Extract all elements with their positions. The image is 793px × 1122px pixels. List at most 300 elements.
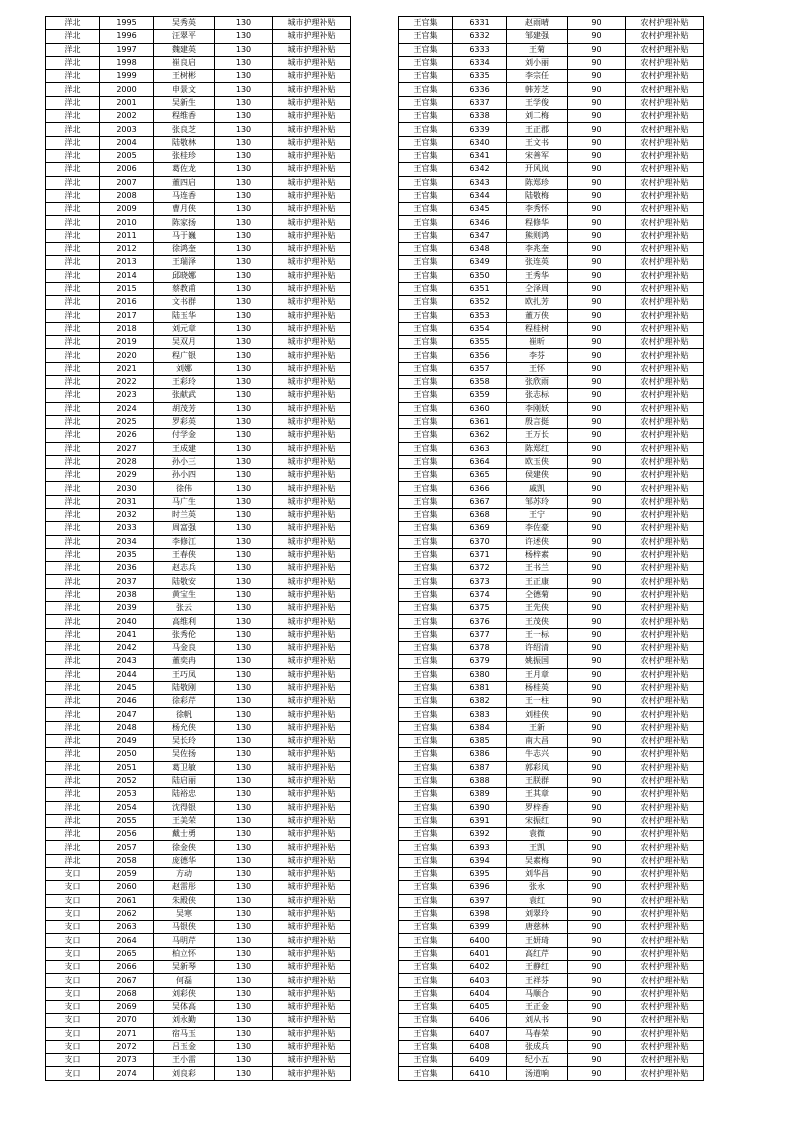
table-row [46, 469, 351, 482]
town-cell: 王官集 [399, 641, 453, 654]
name-cell: 刘娜 [154, 362, 215, 375]
amount-cell: 130 [215, 681, 273, 694]
type-cell: 城市护理补贴 [273, 615, 351, 628]
town-cell: 洋北 [46, 56, 100, 69]
town-cell: 洋北 [46, 761, 100, 774]
name-cell: 王万长 [507, 429, 568, 442]
name-cell: 牛志兴 [507, 748, 568, 761]
town-cell: 王官集 [399, 974, 453, 987]
id-cell: 2052 [100, 774, 154, 787]
name-cell: 孙小四 [154, 469, 215, 482]
amount-cell: 130 [215, 814, 273, 827]
amount-cell: 90 [568, 748, 626, 761]
town-cell: 洋北 [46, 229, 100, 242]
type-cell: 农村护理补贴 [626, 322, 704, 335]
name-cell: 汪翠平 [154, 30, 215, 43]
table-row [399, 362, 704, 375]
amount-cell: 130 [215, 788, 273, 801]
amount-cell: 90 [568, 43, 626, 56]
amount-cell: 130 [215, 469, 273, 482]
type-cell: 城市护理补贴 [273, 934, 351, 947]
id-cell: 6384 [453, 721, 507, 734]
amount-cell: 130 [215, 189, 273, 202]
type-cell: 城市护理补贴 [273, 681, 351, 694]
table-row [399, 203, 704, 216]
amount-cell: 130 [215, 615, 273, 628]
id-cell: 6373 [453, 575, 507, 588]
town-cell: 洋北 [46, 216, 100, 229]
amount-cell: 130 [215, 1054, 273, 1067]
id-cell: 2066 [100, 961, 154, 974]
name-cell: 刘良彩 [154, 1067, 215, 1080]
id-cell: 6388 [453, 774, 507, 787]
name-cell: 张献武 [154, 389, 215, 402]
amount-cell: 130 [215, 828, 273, 841]
amount-cell: 130 [215, 442, 273, 455]
amount-cell: 90 [568, 881, 626, 894]
type-cell: 农村护理补贴 [626, 881, 704, 894]
type-cell: 农村护理补贴 [626, 761, 704, 774]
id-cell: 2054 [100, 801, 154, 814]
id-cell: 6370 [453, 535, 507, 548]
name-cell: 陆敬林 [154, 136, 215, 149]
type-cell: 农村护理补贴 [626, 655, 704, 668]
amount-cell: 130 [215, 269, 273, 282]
table-row [46, 309, 351, 322]
table-row [46, 43, 351, 56]
name-cell: 纪小五 [507, 1054, 568, 1067]
id-cell: 6344 [453, 189, 507, 202]
table-row [399, 814, 704, 827]
table-row [46, 681, 351, 694]
amount-cell: 90 [568, 402, 626, 415]
table-row [46, 1014, 351, 1027]
name-cell: 赵雨晴 [507, 17, 568, 30]
id-cell: 2034 [100, 535, 154, 548]
town-cell: 支口 [46, 934, 100, 947]
type-cell: 城市护理补贴 [273, 907, 351, 920]
name-cell: 汤道响 [507, 1067, 568, 1080]
name-cell: 刘华昌 [507, 868, 568, 881]
amount-cell: 90 [568, 376, 626, 389]
town-cell: 王官集 [399, 721, 453, 734]
table-row [399, 508, 704, 521]
amount-cell: 90 [568, 1027, 626, 1040]
id-cell: 2006 [100, 163, 154, 176]
id-cell: 6358 [453, 376, 507, 389]
type-cell: 农村护理补贴 [626, 203, 704, 216]
type-cell: 农村护理补贴 [626, 508, 704, 521]
id-cell: 6363 [453, 442, 507, 455]
type-cell: 城市护理补贴 [273, 362, 351, 375]
type-cell: 农村护理补贴 [626, 83, 704, 96]
name-cell: 文书群 [154, 296, 215, 309]
amount-cell: 90 [568, 588, 626, 601]
town-cell: 王官集 [399, 309, 453, 322]
town-cell: 王官集 [399, 442, 453, 455]
id-cell: 6369 [453, 522, 507, 535]
id-cell: 6382 [453, 695, 507, 708]
name-cell: 吴佐扬 [154, 748, 215, 761]
type-cell: 城市护理补贴 [273, 575, 351, 588]
table-row [46, 203, 351, 216]
type-cell: 农村护理补贴 [626, 788, 704, 801]
name-cell: 王先侠 [507, 602, 568, 615]
town-cell: 洋北 [46, 469, 100, 482]
type-cell: 农村护理补贴 [626, 681, 704, 694]
table-row [46, 442, 351, 455]
id-cell: 2028 [100, 455, 154, 468]
table-row [399, 748, 704, 761]
table-row [46, 987, 351, 1000]
amount-cell: 90 [568, 96, 626, 109]
type-cell: 城市护理补贴 [273, 814, 351, 827]
type-cell: 农村护理补贴 [626, 110, 704, 123]
amount-cell: 90 [568, 482, 626, 495]
town-cell: 王官集 [399, 70, 453, 83]
name-cell: 庞德华 [154, 854, 215, 867]
town-cell: 洋北 [46, 163, 100, 176]
amount-cell: 130 [215, 1067, 273, 1080]
id-cell: 2020 [100, 349, 154, 362]
amount-cell: 90 [568, 1054, 626, 1067]
id-cell: 6394 [453, 854, 507, 867]
amount-cell: 90 [568, 203, 626, 216]
name-cell: 葛佐龙 [154, 163, 215, 176]
town-cell: 洋北 [46, 149, 100, 162]
id-cell: 6360 [453, 402, 507, 415]
town-cell: 支口 [46, 1067, 100, 1080]
table-row [46, 522, 351, 535]
type-cell: 城市护理补贴 [273, 655, 351, 668]
type-cell: 农村护理补贴 [626, 482, 704, 495]
id-cell: 6390 [453, 801, 507, 814]
type-cell: 农村护理补贴 [626, 123, 704, 136]
table-row [399, 655, 704, 668]
type-cell: 农村护理补贴 [626, 641, 704, 654]
name-cell: 许绍清 [507, 641, 568, 654]
name-cell: 宋善军 [507, 149, 568, 162]
name-cell: 马广生 [154, 495, 215, 508]
name-cell: 申景文 [154, 83, 215, 96]
table-row [46, 216, 351, 229]
name-cell: 刘桂侠 [507, 708, 568, 721]
id-cell: 6395 [453, 868, 507, 881]
name-cell: 刘翠玲 [507, 907, 568, 920]
name-cell: 吴寒 [154, 907, 215, 920]
id-cell: 2029 [100, 469, 154, 482]
name-cell: 徐金侠 [154, 841, 215, 854]
name-cell: 时兰英 [154, 508, 215, 521]
type-cell: 城市护理补贴 [273, 708, 351, 721]
name-cell: 刘小丽 [507, 56, 568, 69]
name-cell: 欧玉侠 [507, 455, 568, 468]
town-cell: 洋北 [46, 681, 100, 694]
name-cell: 王美荣 [154, 814, 215, 827]
id-cell: 2063 [100, 921, 154, 934]
name-cell: 张成兵 [507, 1040, 568, 1053]
type-cell: 农村护理补贴 [626, 695, 704, 708]
id-cell: 6347 [453, 229, 507, 242]
name-cell: 王正康 [507, 575, 568, 588]
id-cell: 1997 [100, 43, 154, 56]
type-cell: 农村护理补贴 [626, 455, 704, 468]
table-row [399, 522, 704, 535]
town-cell: 王官集 [399, 469, 453, 482]
name-cell: 李芬 [507, 349, 568, 362]
amount-cell: 130 [215, 748, 273, 761]
table-row [399, 469, 704, 482]
id-cell: 2010 [100, 216, 154, 229]
table-row [399, 881, 704, 894]
table-row [46, 30, 351, 43]
table-row [46, 508, 351, 521]
type-cell: 农村护理补贴 [626, 774, 704, 787]
type-cell: 城市护理补贴 [273, 522, 351, 535]
amount-cell: 130 [215, 894, 273, 907]
town-cell: 王官集 [399, 243, 453, 256]
name-cell: 黄宝生 [154, 588, 215, 601]
name-cell: 王小雷 [154, 1054, 215, 1067]
name-cell: 崔昕 [507, 336, 568, 349]
town-cell: 洋北 [46, 442, 100, 455]
amount-cell: 130 [215, 282, 273, 295]
type-cell: 农村护理补贴 [626, 389, 704, 402]
town-cell: 王官集 [399, 615, 453, 628]
table-row [399, 774, 704, 787]
table-row [46, 668, 351, 681]
amount-cell: 90 [568, 163, 626, 176]
name-cell: 李兆奎 [507, 243, 568, 256]
table-row [46, 455, 351, 468]
name-cell: 吴双月 [154, 336, 215, 349]
type-cell: 城市护理补贴 [273, 1040, 351, 1053]
type-cell: 城市护理补贴 [273, 602, 351, 615]
table-row [399, 695, 704, 708]
town-cell: 洋北 [46, 176, 100, 189]
name-cell: 徐鸿奎 [154, 243, 215, 256]
amount-cell: 90 [568, 1067, 626, 1080]
type-cell: 农村护理补贴 [626, 256, 704, 269]
town-cell: 王官集 [399, 322, 453, 335]
town-cell: 王官集 [399, 17, 453, 30]
town-cell: 支口 [46, 947, 100, 960]
amount-cell: 130 [215, 243, 273, 256]
type-cell: 城市护理补贴 [273, 1014, 351, 1027]
table-row [46, 415, 351, 428]
town-cell: 洋北 [46, 322, 100, 335]
amount-cell: 90 [568, 987, 626, 1000]
name-cell: 徐帆 [154, 708, 215, 721]
town-cell: 王官集 [399, 349, 453, 362]
amount-cell: 90 [568, 442, 626, 455]
id-cell: 6355 [453, 336, 507, 349]
name-cell: 刘彩侠 [154, 987, 215, 1000]
table-row [399, 894, 704, 907]
table-row [46, 123, 351, 136]
town-cell: 王官集 [399, 1014, 453, 1027]
town-cell: 王官集 [399, 455, 453, 468]
name-cell: 袁红 [507, 894, 568, 907]
type-cell: 农村护理补贴 [626, 708, 704, 721]
id-cell: 6352 [453, 296, 507, 309]
id-cell: 6361 [453, 415, 507, 428]
town-cell: 支口 [46, 907, 100, 920]
town-cell: 洋北 [46, 801, 100, 814]
amount-cell: 130 [215, 336, 273, 349]
type-cell: 农村护理补贴 [626, 602, 704, 615]
table-row [46, 269, 351, 282]
type-cell: 农村护理补贴 [626, 1067, 704, 1080]
name-cell: 熊则鸿 [507, 229, 568, 242]
type-cell: 城市护理补贴 [273, 269, 351, 282]
table-row [399, 349, 704, 362]
amount-cell: 130 [215, 695, 273, 708]
type-cell: 农村护理补贴 [626, 362, 704, 375]
name-cell: 程桂树 [507, 322, 568, 335]
id-cell: 2067 [100, 974, 154, 987]
town-cell: 洋北 [46, 309, 100, 322]
name-cell: 刘元章 [154, 322, 215, 335]
type-cell: 城市护理补贴 [273, 1000, 351, 1013]
table-row [399, 947, 704, 960]
name-cell: 刘从书 [507, 1014, 568, 1027]
name-cell: 李佐豪 [507, 522, 568, 535]
amount-cell: 130 [215, 961, 273, 974]
type-cell: 城市护理补贴 [273, 761, 351, 774]
town-cell: 洋北 [46, 854, 100, 867]
type-cell: 农村护理补贴 [626, 828, 704, 841]
amount-cell: 130 [215, 668, 273, 681]
type-cell: 农村护理补贴 [626, 668, 704, 681]
name-cell: 韩芳芝 [507, 83, 568, 96]
type-cell: 农村护理补贴 [626, 894, 704, 907]
id-cell: 6407 [453, 1027, 507, 1040]
id-cell: 2015 [100, 282, 154, 295]
amount-cell: 90 [568, 655, 626, 668]
town-cell: 洋北 [46, 575, 100, 588]
id-cell: 2049 [100, 735, 154, 748]
id-cell: 6397 [453, 894, 507, 907]
id-cell: 2004 [100, 136, 154, 149]
table-row [46, 1054, 351, 1067]
table-row [399, 961, 704, 974]
type-cell: 农村护理补贴 [626, 748, 704, 761]
town-cell: 王官集 [399, 389, 453, 402]
type-cell: 城市护理补贴 [273, 176, 351, 189]
town-cell: 王官集 [399, 136, 453, 149]
type-cell: 农村护理补贴 [626, 376, 704, 389]
type-cell: 农村护理补贴 [626, 961, 704, 974]
amount-cell: 90 [568, 469, 626, 482]
name-cell: 王秀华 [507, 269, 568, 282]
name-cell: 唐慈林 [507, 921, 568, 934]
name-cell: 邱晓娜 [154, 269, 215, 282]
name-cell: 戚凯 [507, 482, 568, 495]
amount-cell: 90 [568, 801, 626, 814]
id-cell: 2051 [100, 761, 154, 774]
amount-cell: 90 [568, 229, 626, 242]
town-cell: 洋北 [46, 721, 100, 734]
table-row [399, 56, 704, 69]
name-cell: 马金良 [154, 641, 215, 654]
name-cell: 王文书 [507, 136, 568, 149]
town-cell: 洋北 [46, 429, 100, 442]
amount-cell: 90 [568, 176, 626, 189]
name-cell: 王成建 [154, 442, 215, 455]
amount-cell: 130 [215, 1000, 273, 1013]
id-cell: 6337 [453, 96, 507, 109]
name-cell: 吕玉金 [154, 1040, 215, 1053]
town-cell: 王官集 [399, 695, 453, 708]
table-row [46, 748, 351, 761]
id-cell: 2068 [100, 987, 154, 1000]
name-cell: 陆启丽 [154, 774, 215, 787]
type-cell: 农村护理补贴 [626, 163, 704, 176]
amount-cell: 130 [215, 216, 273, 229]
table-row [399, 1054, 704, 1067]
id-cell: 6331 [453, 17, 507, 30]
amount-cell: 130 [215, 1027, 273, 1040]
table-row [46, 961, 351, 974]
amount-cell: 90 [568, 362, 626, 375]
id-cell: 6377 [453, 628, 507, 641]
amount-cell: 130 [215, 123, 273, 136]
table-row [399, 788, 704, 801]
type-cell: 农村护理补贴 [626, 296, 704, 309]
table-row [399, 761, 704, 774]
town-cell: 王官集 [399, 562, 453, 575]
amount-cell: 130 [215, 83, 273, 96]
town-cell: 洋北 [46, 376, 100, 389]
name-cell: 王一柱 [507, 695, 568, 708]
town-cell: 王官集 [399, 56, 453, 69]
name-cell: 马连香 [154, 189, 215, 202]
left-table-body [46, 17, 351, 1081]
table-row [46, 482, 351, 495]
id-cell: 2014 [100, 269, 154, 282]
table-row [399, 83, 704, 96]
amount-cell: 130 [215, 96, 273, 109]
type-cell: 城市护理补贴 [273, 216, 351, 229]
id-cell: 6350 [453, 269, 507, 282]
type-cell: 城市护理补贴 [273, 668, 351, 681]
name-cell: 程修华 [507, 216, 568, 229]
town-cell: 王官集 [399, 628, 453, 641]
type-cell: 城市护理补贴 [273, 868, 351, 881]
town-cell: 支口 [46, 1040, 100, 1053]
name-cell: 张桂珍 [154, 149, 215, 162]
id-cell: 2016 [100, 296, 154, 309]
table-row [46, 389, 351, 402]
table-row [46, 163, 351, 176]
id-cell: 1995 [100, 17, 154, 30]
amount-cell: 90 [568, 868, 626, 881]
type-cell: 城市护理补贴 [273, 415, 351, 428]
table-row [399, 442, 704, 455]
name-cell: 王朕群 [507, 774, 568, 787]
table-row [399, 1027, 704, 1040]
type-cell: 农村护理补贴 [626, 56, 704, 69]
name-cell: 陆玉华 [154, 309, 215, 322]
table-row [399, 1000, 704, 1013]
name-cell: 张欣雨 [507, 376, 568, 389]
amount-cell: 130 [215, 761, 273, 774]
id-cell: 6398 [453, 907, 507, 920]
amount-cell: 90 [568, 429, 626, 442]
table-row [46, 70, 351, 83]
name-cell: 殷言挺 [507, 415, 568, 428]
